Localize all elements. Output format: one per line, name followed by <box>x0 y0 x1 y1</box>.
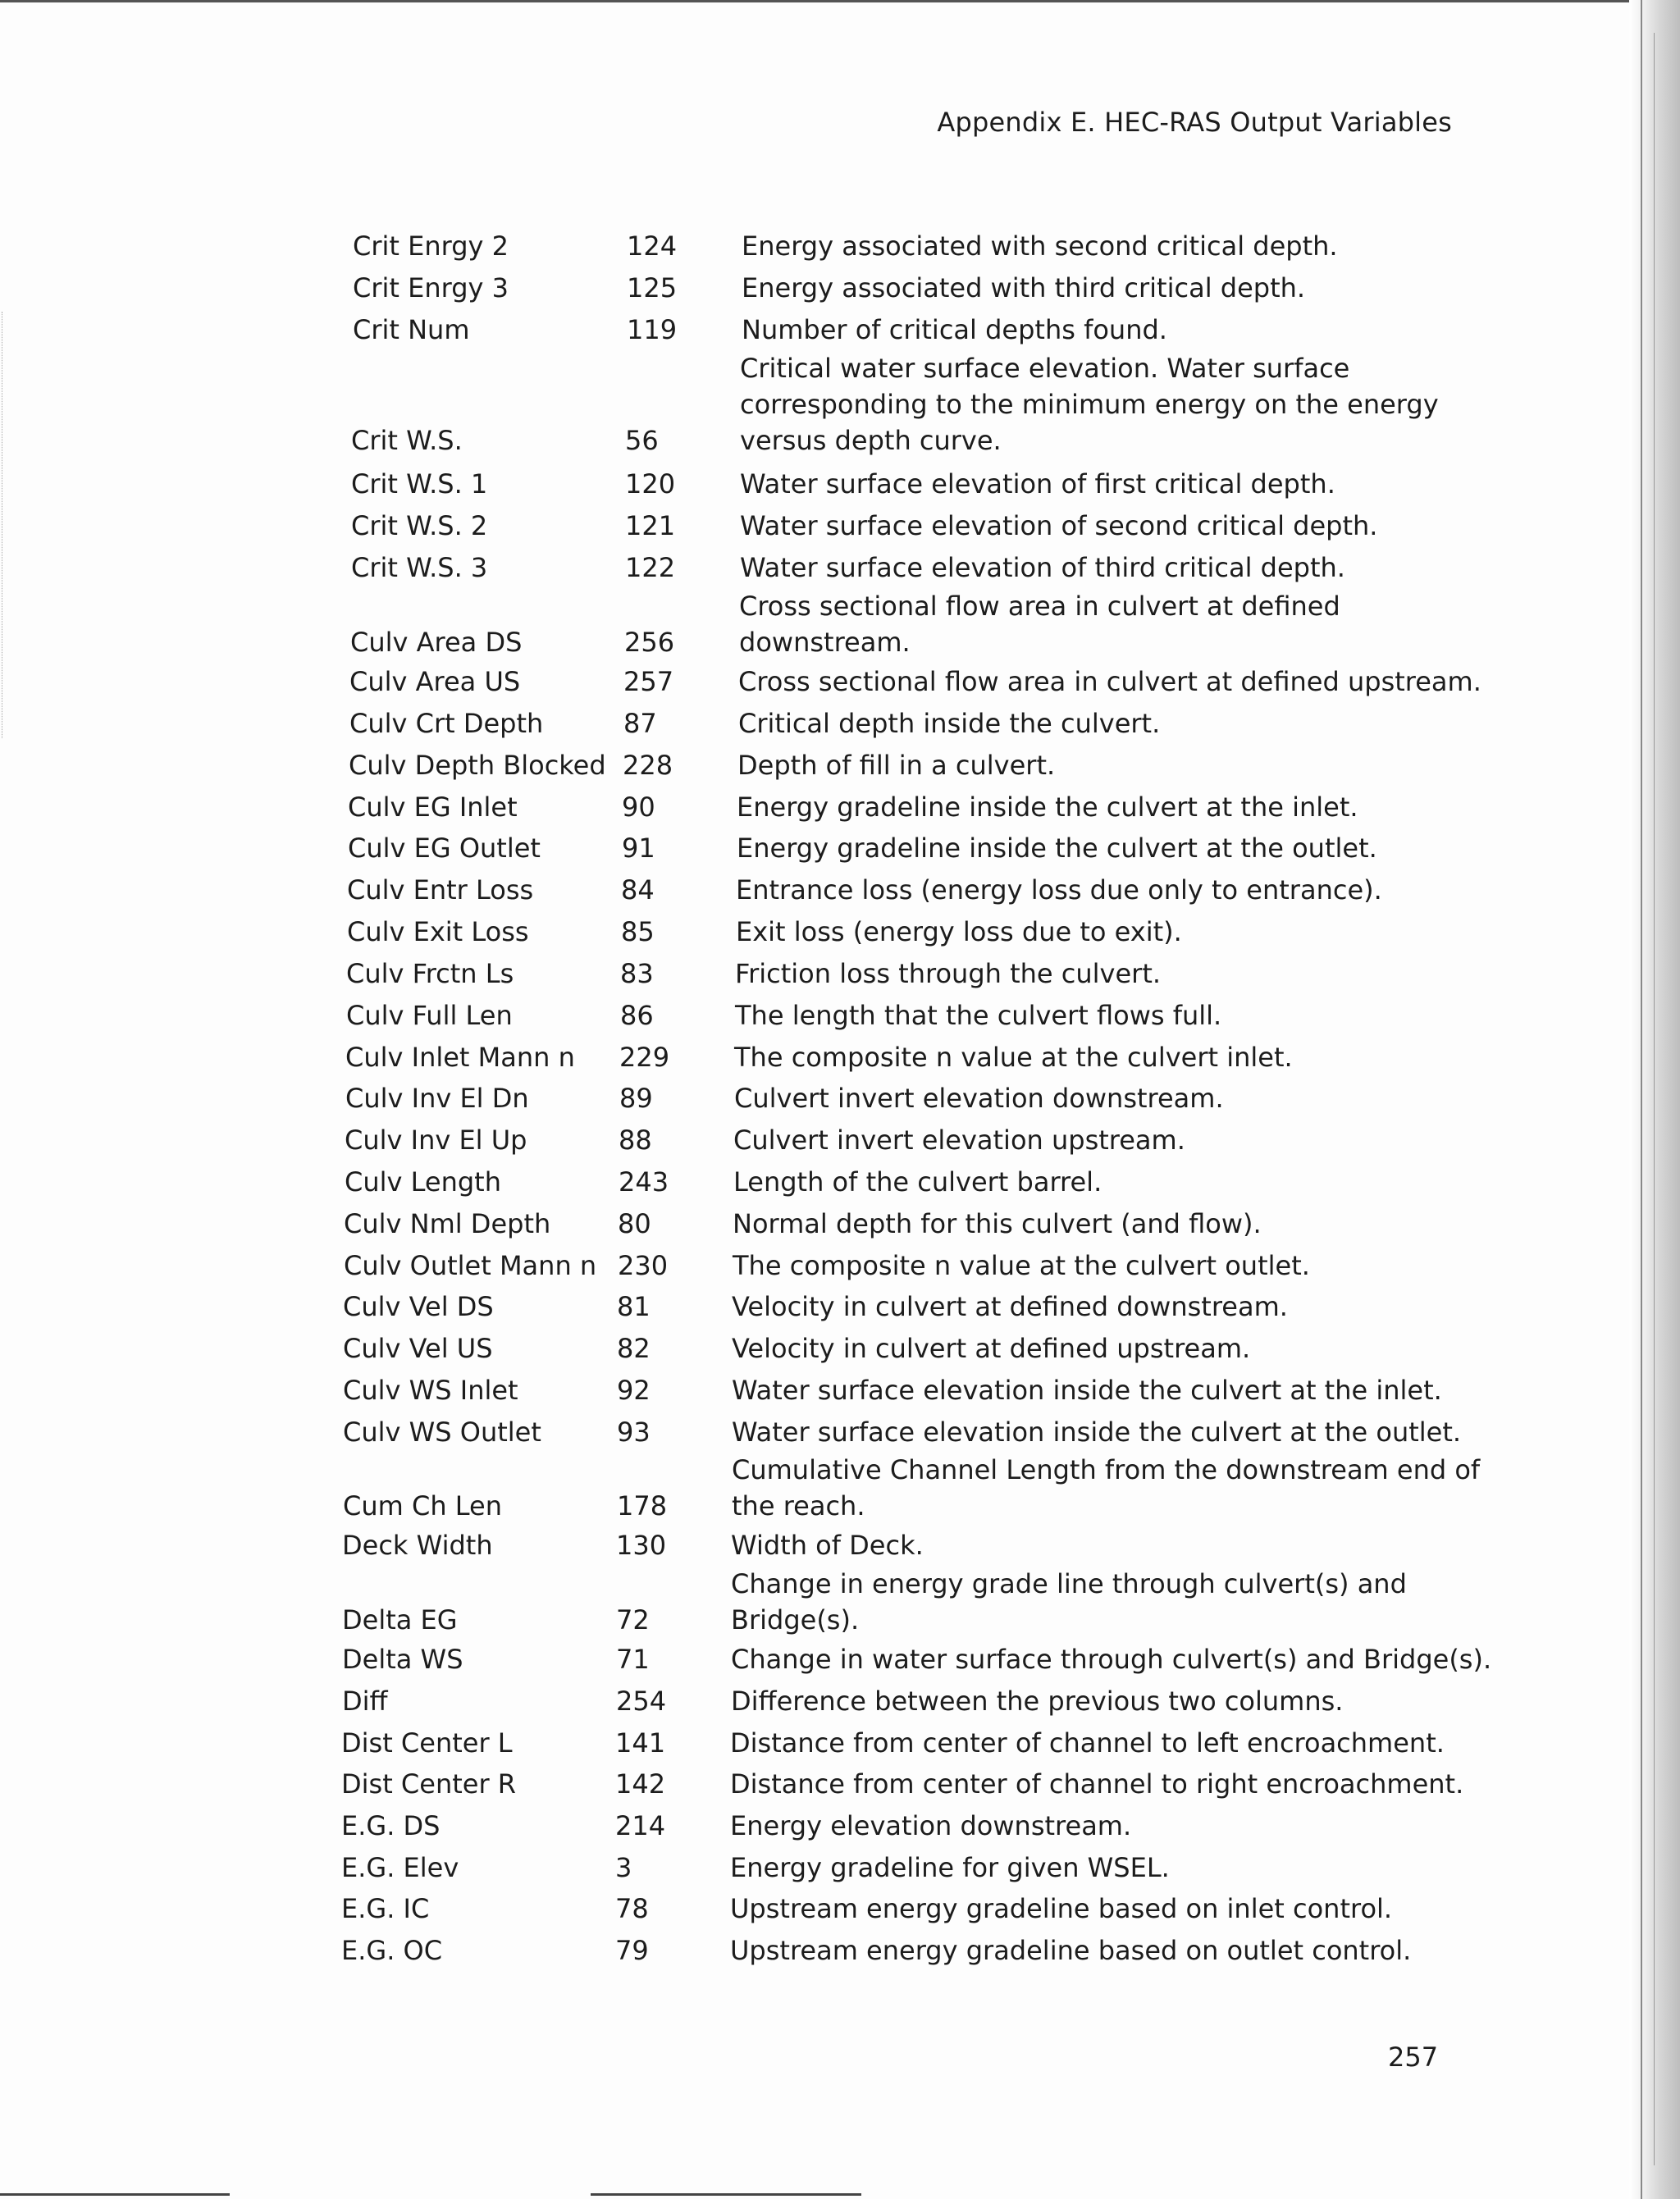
variable-id: 178 <box>617 1490 668 1522</box>
variable-description: The length that the culvert flows full. <box>735 1000 1222 1031</box>
variable-id: 230 <box>618 1250 669 1281</box>
variable-description: Water surface elevation of second critical depth. <box>740 510 1378 541</box>
variable-id: 120 <box>625 468 676 500</box>
variable-name: Culv WS Outlet <box>343 1417 541 1448</box>
variable-name: Dist Center R <box>341 1768 517 1800</box>
variable-id: 3 <box>615 1852 632 1883</box>
variable-id: 124 <box>627 230 678 262</box>
variable-description: Number of critical depths found. <box>742 314 1167 345</box>
variable-description: Water surface elevation of third critical depth. <box>740 552 1345 583</box>
variable-name: Diff <box>342 1686 388 1717</box>
variable-description: The composite n value at the culvert inlet. <box>734 1042 1293 1073</box>
variable-id: 84 <box>621 874 655 906</box>
variable-id: 78 <box>615 1893 649 1924</box>
variable-description: Velocity in culvert at defined downstream. <box>732 1291 1288 1322</box>
variable-id: 229 <box>619 1042 670 1073</box>
variable-name: E.G. DS <box>341 1810 441 1841</box>
variable-description: Energy associated with third critical depth. <box>742 272 1306 303</box>
variable-id: 119 <box>627 314 678 345</box>
variable-id: 88 <box>619 1125 652 1156</box>
variable-name: Cum Ch Len <box>343 1490 502 1522</box>
variable-name: Culv Frctn Ls <box>346 958 514 989</box>
variable-id: 130 <box>616 1530 667 1561</box>
variable-description: Water surface elevation inside the culvert at the outlet. <box>732 1417 1462 1448</box>
variable-name: Dist Center L <box>341 1727 513 1759</box>
variable-description: versus depth curve. <box>740 425 1002 456</box>
variable-id: 71 <box>616 1644 650 1675</box>
variable-description: Upstream energy gradeline based on outlet control. <box>730 1935 1412 1966</box>
variable-id: 79 <box>615 1935 649 1966</box>
variable-name: Culv Area DS <box>350 627 523 658</box>
variable-name: Crit Enrgy 2 <box>353 230 509 262</box>
variable-description: Change in energy grade line through culvert(s) and <box>731 1568 1407 1599</box>
variable-description: Energy gradeline inside the culvert at the inlet. <box>737 792 1358 823</box>
variable-description: Normal depth for this culvert (and flow). <box>733 1208 1262 1239</box>
variable-description: the reach. <box>732 1490 865 1522</box>
variable-name: Culv WS Inlet <box>343 1375 518 1406</box>
variable-description: Water surface elevation inside the culvert at the inlet. <box>732 1375 1442 1406</box>
variable-description: Bridge(s). <box>731 1604 860 1636</box>
variable-id: 256 <box>624 627 675 658</box>
variable-description: Critical depth inside the culvert. <box>738 708 1161 739</box>
variable-name: Culv Entr Loss <box>347 874 534 906</box>
variable-description: Cross sectional flow area in culvert at defined <box>739 591 1340 622</box>
variable-name: Culv Inv El Dn <box>345 1083 529 1114</box>
variable-id: 90 <box>622 792 655 823</box>
variable-id: 243 <box>619 1166 669 1198</box>
variable-description: Friction loss through the culvert. <box>735 958 1162 989</box>
variable-description: downstream. <box>739 627 911 658</box>
variable-description: Cumulative Channel Length from the downstream end of <box>732 1454 1481 1485</box>
variable-description: Energy gradeline inside the culvert at the outlet. <box>737 833 1377 864</box>
variable-id: 56 <box>625 425 659 456</box>
variable-description: Critical water surface elevation. Water surface <box>740 353 1350 384</box>
variable-id: 91 <box>622 833 655 864</box>
variable-name: Culv Outlet Mann n <box>344 1250 597 1281</box>
variable-name: Deck Width <box>342 1530 493 1561</box>
variable-id: 141 <box>615 1727 666 1759</box>
variable-id: 81 <box>617 1291 651 1322</box>
variable-name: Delta EG <box>342 1604 458 1636</box>
variable-description: Distance from center of channel to right encroachment. <box>730 1768 1464 1800</box>
variable-id: 86 <box>620 1000 654 1031</box>
variable-description: Energy associated with second critical depth. <box>742 230 1338 262</box>
variable-id: 89 <box>619 1083 653 1114</box>
variable-description: Culvert invert elevation upstream. <box>733 1125 1185 1156</box>
variable-name: Crit Enrgy 3 <box>353 272 509 303</box>
variable-description: Entrance loss (energy loss due only to entrance). <box>736 874 1382 906</box>
variable-id: 82 <box>617 1333 651 1364</box>
variable-id: 214 <box>615 1810 666 1841</box>
variable-name: Culv Inv El Up <box>345 1125 527 1156</box>
variable-id: 87 <box>623 708 657 739</box>
variable-name: Culv Crt Depth <box>349 708 544 739</box>
variable-name: Culv Inlet Mann n <box>345 1042 575 1073</box>
variable-name: E.G. Elev <box>341 1852 459 1883</box>
variable-name: E.G. IC <box>341 1893 430 1924</box>
variable-id: 125 <box>627 272 678 303</box>
variable-description: Water surface elevation of first critical depth. <box>740 468 1335 500</box>
variable-description: The composite n value at the culvert outlet. <box>733 1250 1310 1281</box>
variable-id: 142 <box>615 1768 666 1800</box>
variable-id: 83 <box>620 958 654 989</box>
variable-name: Crit W.S. 1 <box>351 468 488 500</box>
variable-name: Culv Length <box>345 1166 501 1198</box>
variable-description: Upstream energy gradeline based on inlet control. <box>730 1893 1393 1924</box>
variable-name: E.G. OC <box>341 1935 443 1966</box>
variable-name: Crit W.S. <box>351 425 463 456</box>
variable-description: Length of the culvert barrel. <box>733 1166 1102 1198</box>
variable-description: Change in water surface through culvert(s) and Bridge(s). <box>731 1644 1492 1675</box>
variable-name: Delta WS <box>342 1644 463 1675</box>
variable-description: corresponding to the minimum energy on the energy <box>740 389 1439 420</box>
variable-name: Culv Nml Depth <box>344 1208 551 1239</box>
variable-description: Energy elevation downstream. <box>730 1810 1132 1841</box>
variable-description: Culvert invert elevation downstream. <box>734 1083 1224 1114</box>
variable-id: 122 <box>625 552 676 583</box>
variable-description: Exit loss (energy loss due to exit). <box>736 916 1182 947</box>
variable-name: Culv Depth Blocked <box>349 750 606 781</box>
variable-id: 72 <box>616 1604 650 1636</box>
variable-name: Culv EG Inlet <box>348 792 518 823</box>
variable-description: Difference between the previous two columns. <box>731 1686 1344 1717</box>
variable-name: Culv Exit Loss <box>347 916 529 947</box>
variable-id: 121 <box>625 510 676 541</box>
variable-id: 92 <box>617 1375 651 1406</box>
variable-id: 254 <box>616 1686 667 1717</box>
variable-name: Culv EG Outlet <box>348 833 541 864</box>
variable-id: 257 <box>623 666 674 697</box>
variable-description: Velocity in culvert at defined upstream. <box>732 1333 1251 1364</box>
page-number: 257 <box>1388 2042 1439 2073</box>
variable-description: Energy gradeline for given WSEL. <box>730 1852 1170 1883</box>
variable-name: Culv Full Len <box>346 1000 513 1031</box>
variable-id: 228 <box>623 750 673 781</box>
variable-id: 93 <box>617 1417 651 1448</box>
variable-description: Cross sectional flow area in culvert at defined upstream. <box>738 666 1481 697</box>
variable-name: Crit W.S. 3 <box>351 552 488 583</box>
variable-name: Culv Vel DS <box>343 1291 494 1322</box>
variable-name: Crit W.S. 2 <box>351 510 488 541</box>
variable-name: Culv Area US <box>349 666 521 697</box>
variable-name: Culv Vel US <box>343 1333 493 1364</box>
variable-id: 80 <box>618 1208 651 1239</box>
variable-description: Depth of fill in a culvert. <box>737 750 1056 781</box>
variable-description: Distance from center of channel to left encroachment. <box>730 1727 1445 1759</box>
variable-description: Width of Deck. <box>731 1530 924 1561</box>
variable-name: Crit Num <box>353 314 470 345</box>
variable-id: 85 <box>621 916 655 947</box>
page-header: Appendix E. HEC-RAS Output Variables <box>937 107 1452 138</box>
